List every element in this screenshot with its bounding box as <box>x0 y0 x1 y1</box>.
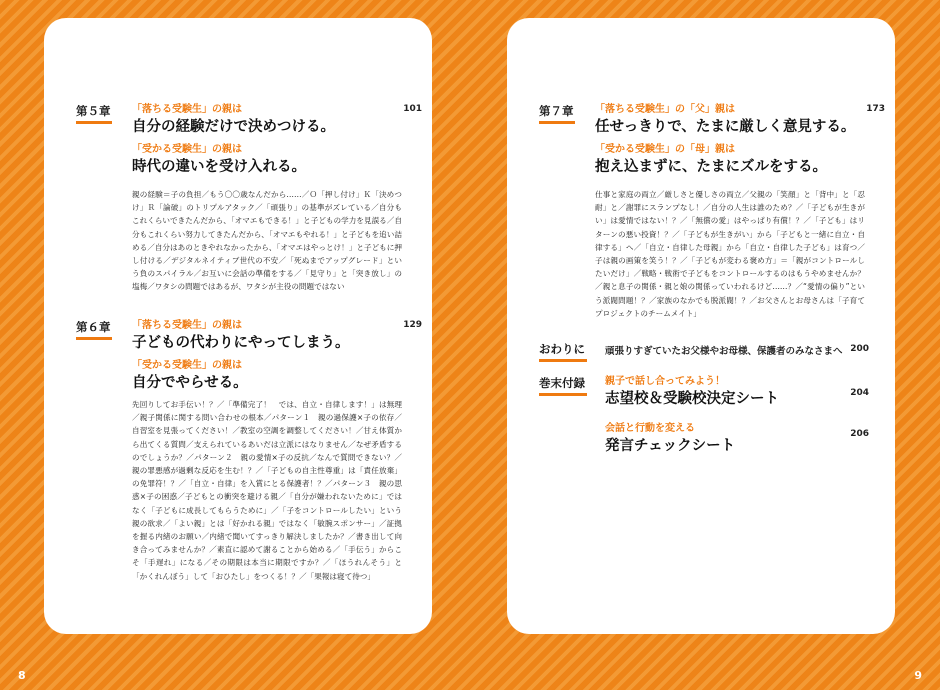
section-underline <box>539 359 587 362</box>
chapter-content <box>132 320 422 400</box>
page-number: 206 <box>850 429 869 439</box>
chapter-label <box>76 320 124 340</box>
appendix-item <box>605 423 869 456</box>
page-number: 173 <box>866 104 885 114</box>
left-page <box>44 18 432 634</box>
page-number: 101 <box>403 104 422 114</box>
page-number: 200 <box>850 344 869 354</box>
section-name: 巻末付録 <box>539 376 585 390</box>
closing-label <box>539 342 599 362</box>
appendix-label <box>539 376 599 396</box>
page-number: 129 <box>403 320 422 330</box>
appendix-kicker: 会話と行動を変える <box>605 423 695 434</box>
chapter-content <box>132 104 422 184</box>
chapter-label <box>539 104 587 124</box>
headline-failing: 自分の経験だけで決めつける。 <box>132 119 335 135</box>
folio-right: 9 <box>914 669 922 682</box>
chapter-number: 第６章 <box>76 320 111 334</box>
kicker-passing: 「受かる受験生」の親は <box>132 144 242 155</box>
appendix-title: 発言チェックシート <box>605 438 736 454</box>
chapter-underline <box>76 121 112 124</box>
page-number: 204 <box>850 388 869 398</box>
section-name: おわりに <box>539 342 585 356</box>
headline-failing: 任せっきりで、たまに厳しく意見する。 <box>595 119 856 135</box>
chapter-number: 第７章 <box>539 104 574 118</box>
headline-passing: 抱え込まずに、たまにズルをする。 <box>595 159 827 175</box>
kicker-failing: 「落ちる受験生」の親は <box>132 104 242 115</box>
section-underline <box>539 393 587 396</box>
appendix-kicker: 親子で話し合ってみよう！ <box>605 376 725 387</box>
chapter-content <box>595 104 885 184</box>
chapter-7-summary: 仕事と家庭の両立／厳しさと優しさの両立／父親の「笑顔」と「背中」と「忍耐」と／謝罪にスランプなし！／自分の人生は誰のため？／「子どもが生きがい」は愛情ではない！？／「無償の愛」はやっぱり有償！？／「子ども」はリターンの悪い投資！？／「子どもが生きがい」から「子どもと一緒に自立・自律する」へ／「自立・自律した母親」から「自立・自律した子ども」は育つ／子は親の画策を笑う！？／「子どもが変わる褒め方」＝「親がコントロールしたいだけ」／戦略・戦術で子どもをコントロールするのはもうやめませんか？／親と息子の関係・親と娘の関係っていわれるけど……？／“愛情の偏り”という派閥問題！？／家族のなかでも脱派閥！？／お父さんとお母さんは「子育てプロジェクトのチームメイト」 <box>595 190 865 318</box>
chapter-label <box>76 104 124 124</box>
chapter-underline <box>539 121 575 124</box>
appendix-title: 志望校＆受験校決定シート <box>605 391 779 407</box>
kicker-passing: 「受かる受験生」の「母」親は <box>595 144 735 155</box>
chapter-6-summary: 先回りしてお手伝い！？／「準備完了！ では、自立・自律します！」は無理／親子関係に関する問い合わせの根本／パターン１ 親の過保護×子の依存／自習室を見張ってください！／教室の空調を調整してください！／甘え体質から出てくる質問／支えられているあいだは立派にはなりません／なぜ矛盾するのでしょうか？／パターン２ 親の愛情×子の反抗／なんで質問できない？／親の罪悪感が過剰な反応を生む！？／「子どもの自主性尊重」は「責任放棄」の免罪符！？／「自立・自律」を入賞にとる保護者！？／パターン３ 親の思惑×子の困惑／子どもとの衝突を避ける親／「自分が嫌われないために」ではなく「子どもに成長してもらうために」／「子をコントロールしたい」という親の欲求／「よい親」とは「好かれる親」ではなく「敏腕スポンサー」／証拠を握る内緒のお願い／内緒で聞いてすっきり解決しましたか？／書き出して向き合ってみませんか？／素直に認めて謝ることから始める／「手伝う」からこそ「手遅れ」になる／その期限は本当に期限ですか？／「ほうれんそう」と「かくれんぼう」して「おひたし」をつくる！？／「果報は寝て待つ」 <box>132 400 402 581</box>
closing-title: 頑張りすぎていたお父様やお母様、保護者のみなさまへ <box>605 346 843 357</box>
right-page <box>507 18 895 634</box>
kicker-failing: 「落ちる受験生」の「父」親は <box>595 104 735 115</box>
folio-left: 8 <box>18 669 26 682</box>
appendix-items <box>605 376 869 463</box>
chapter-underline <box>76 337 112 340</box>
headline-failing: 子どもの代わりにやってしまう。 <box>132 335 350 351</box>
kicker-failing: 「落ちる受験生」の親は <box>132 320 242 331</box>
appendix-item <box>605 376 869 409</box>
chapter-5-summary: 親の経験＝子の負担／もう〇〇歳なんだから……／Ｏ「押し付け」Ｋ「決めつけ」Ｒ「論破」のトリプルアタック／「頑張り」の基準がズレている／自分もこれくらいできたんだから、「オマエもできる！」と子どもの学力を見誤る／自分もこれくらい努力してきたんだから、「オマエもやれる！」と子どもを追い詰める／自分はあのときやれなかったから、「オマエはやっとけ！」と子どもに押し付ける／デジタルネイティブ世代の不安／「死ぬまでアップグレード」という負のスパイラル／お互いに会話の準備をする／「見守り」と「突き放し」の塩梅／ワタシの問題ではあるが、ワタシが主役の問題ではない <box>132 190 402 292</box>
headline-passing: 時代の違いを受け入れる。 <box>132 159 306 175</box>
headline-passing: 自分でやらせる。 <box>132 375 248 391</box>
kicker-passing: 「受かる受験生」の親は <box>132 360 242 371</box>
chapter-number: 第５章 <box>76 104 111 118</box>
